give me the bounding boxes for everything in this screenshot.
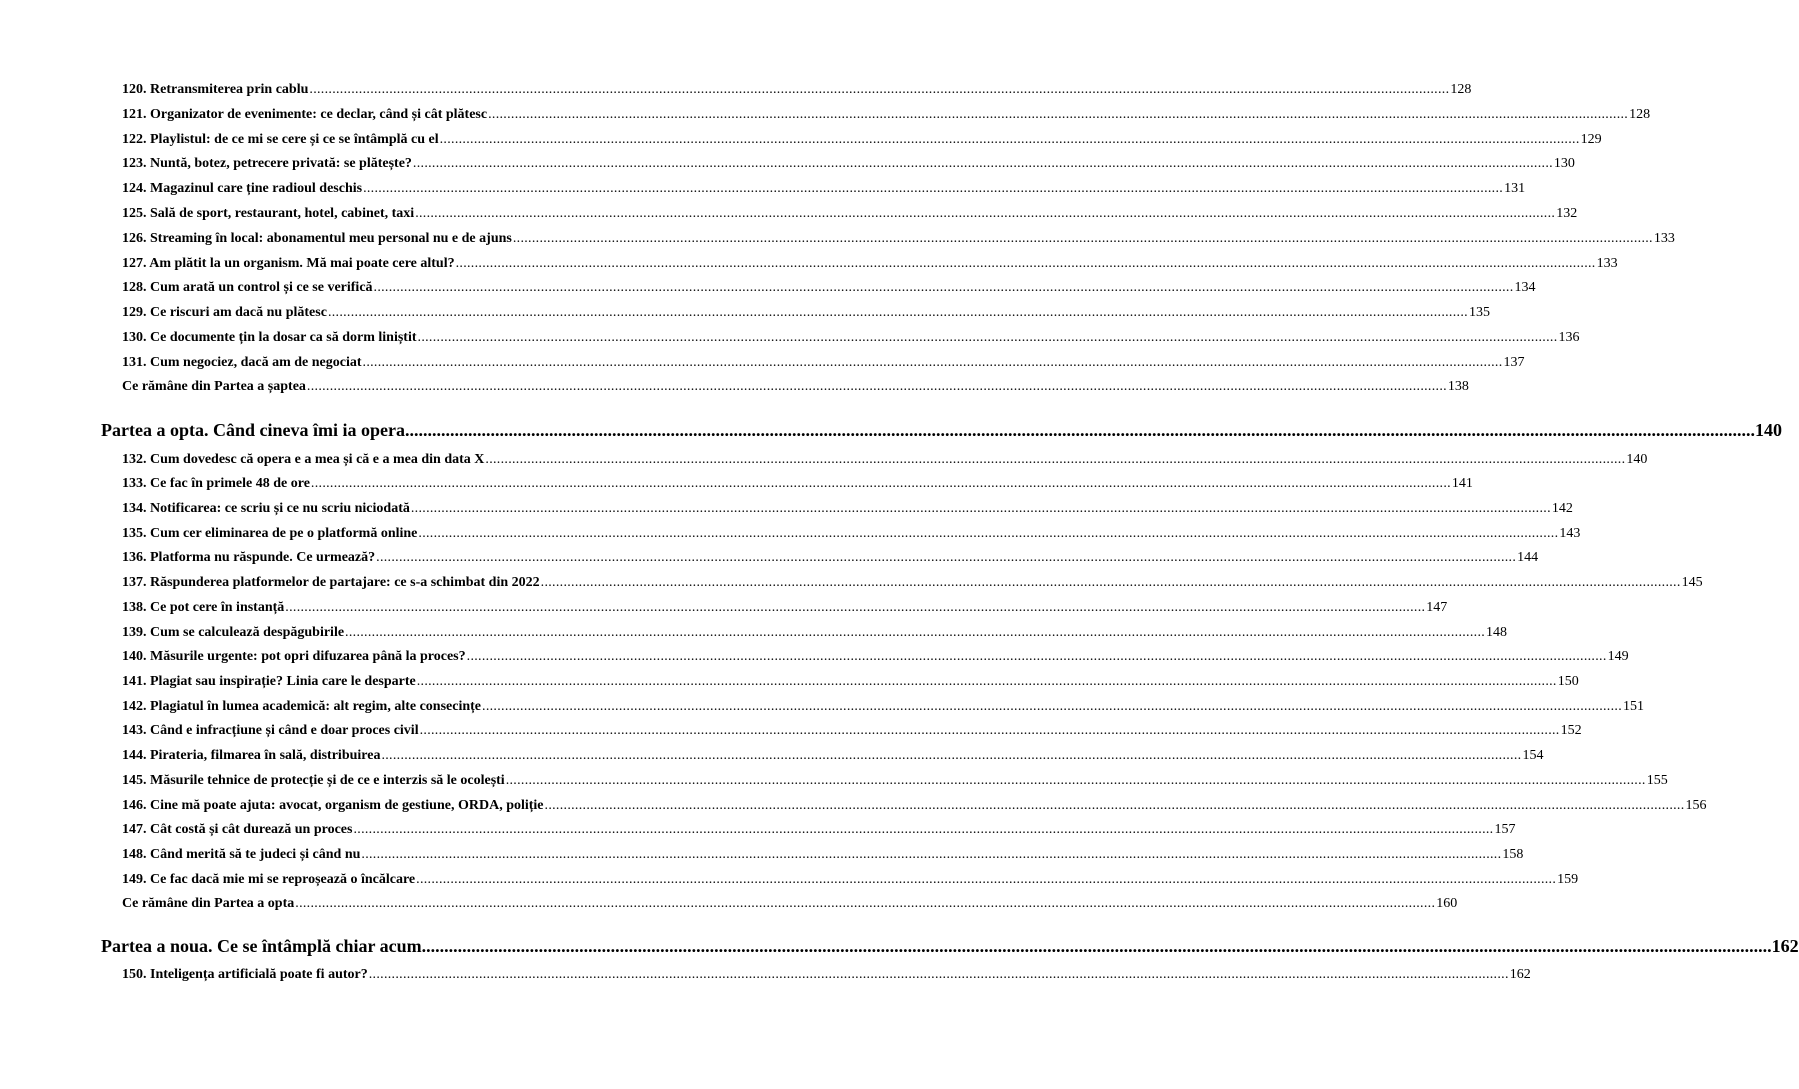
dot-leader: ............................................................................................................................................................................................................................................................................................................: [361, 847, 1502, 862]
toc-entry: [122, 966, 1531, 984]
entry-title: 149. Ce fac dacă mie mi se reproșează o încălcare: [122, 872, 416, 887]
toc-entry: [122, 698, 1645, 716]
dot-leader: ............................................................................................................................................................................................................................................................................................................: [416, 674, 1557, 689]
dot-leader: ............................................................................................................................................................................................................................................................................................................: [416, 872, 1557, 887]
part-page-number: 140: [1754, 420, 1782, 440]
entry-page-number: 148: [1486, 625, 1508, 640]
toc-entry: [122, 378, 1469, 396]
toc-entry: [122, 106, 1651, 124]
entry-page-number: 162: [1509, 967, 1531, 982]
toc-entry: [122, 525, 1581, 543]
entry-title: 150. Inteligența artificială poate fi autor?: [122, 967, 368, 982]
toc-entry: [122, 451, 1648, 469]
entry-page-number: 136: [1558, 330, 1580, 345]
entry-page-number: 130: [1553, 156, 1575, 171]
dot-leader: ............................................................................................................................................................................................................................................................................................................: [505, 773, 1646, 788]
dot-leader: ............................................................................................................................................................................................................................................................................................................: [482, 699, 1623, 714]
toc-entry: [122, 895, 1458, 913]
dot-leader: ............................................................................................................................................................................................................................................................................................................: [415, 206, 1556, 221]
entry-page-number: 155: [1646, 773, 1668, 788]
entry-page-number: 149: [1607, 649, 1629, 664]
entry-title: 127. Am plătit la un organism. Mă mai poate cere altul?: [122, 256, 455, 271]
entry-title: Ce rămâne din Partea a opta: [122, 896, 295, 911]
entry-title: 142. Plagiatul în lumea academică: alt regim, alte consecințe: [122, 699, 482, 714]
entry-title: 122. Playlistul: de ce mi se cere și ce se întâmplă cu el: [122, 132, 439, 147]
dot-leader: ............................................................................................................................................................................................................................................................................................................: [285, 600, 1426, 615]
toc-entry: [122, 821, 1516, 839]
entry-title: 120. Retransmiterea prin cablu: [122, 82, 309, 97]
dot-leader: ............................................................................................................................................................................................................................................................................................................: [421, 936, 1772, 956]
part-title: Partea a opta. Când cineva îmi ia opera: [101, 420, 405, 440]
toc-entry: [122, 180, 1526, 198]
entry-page-number: 150: [1557, 674, 1579, 689]
entry-page-number: 133: [1653, 231, 1675, 246]
entry-page-number: 147: [1426, 600, 1448, 615]
entry-title: 141. Plagiat sau inspirație? Linia care le desparte: [122, 674, 416, 689]
toc-entry: [122, 871, 1579, 889]
toc-part-heading: [101, 935, 1799, 957]
dot-leader: ............................................................................................................................................................................................................................................................................................................: [418, 526, 1559, 541]
entry-page-number: 128: [1629, 107, 1651, 122]
entry-title: 124. Magazinul care ține radioul deschis: [122, 181, 363, 196]
toc-entry: [122, 549, 1539, 567]
dot-leader: ............................................................................................................................................................................................................................................................................................................: [295, 896, 1436, 911]
toc-entry: [122, 279, 1536, 297]
toc-entry: [122, 624, 1508, 642]
entry-title: 125. Sală de sport, restaurant, hotel, cabinet, taxi: [122, 206, 415, 221]
dot-leader: ............................................................................................................................................................................................................................................................................................................: [381, 748, 1522, 763]
dot-leader: ............................................................................................................................................................................................................................................................................................................: [488, 107, 1629, 122]
entry-title: 143. Când e infracțiune și când e doar proces civil: [122, 723, 419, 738]
entry-title: 148. Când merită să te judeci și când nu: [122, 847, 361, 862]
entry-title: 131. Cum negociez, dacă am de negociat: [122, 355, 362, 370]
toc-entry: [122, 304, 1490, 322]
dot-leader: ............................................................................................................................................................................................................................................................................................................: [417, 330, 1558, 345]
dot-leader: ............................................................................................................................................................................................................................................................................................................: [410, 501, 1551, 516]
toc-entry: [122, 205, 1578, 223]
toc-entry: [122, 648, 1629, 666]
entry-page-number: 159: [1557, 872, 1579, 887]
dot-leader: ............................................................................................................................................................................................................................................................................................................: [363, 181, 1504, 196]
entry-page-number: 141: [1451, 476, 1473, 491]
toc-entry: [122, 599, 1448, 617]
entry-page-number: 158: [1502, 847, 1524, 862]
toc-entry: [122, 230, 1675, 248]
toc-entry: [122, 797, 1707, 815]
entry-title: 133. Ce fac în primele 48 de ore: [122, 476, 310, 491]
dot-leader: ............................................................................................................................................................................................................................................................................................................: [353, 822, 1494, 837]
toc-entry: [122, 329, 1580, 347]
dot-leader: ............................................................................................................................................................................................................................................................................................................: [404, 420, 1755, 440]
entry-page-number: 128: [1450, 82, 1472, 97]
entry-title: 128. Cum arată un control și ce se verifică: [122, 280, 373, 295]
entry-page-number: 131: [1504, 181, 1526, 196]
entry-page-number: 145: [1681, 575, 1703, 590]
dot-leader: ............................................................................................................................................................................................................................................................................................................: [306, 379, 1447, 394]
dot-leader: ............................................................................................................................................................................................................................................................................................................: [373, 280, 1514, 295]
entry-page-number: 160: [1436, 896, 1458, 911]
entry-title: 135. Cum cer eliminarea de pe o platformă online: [122, 526, 418, 541]
dot-leader: ............................................................................................................................................................................................................................................................................................................: [327, 305, 1468, 320]
dot-leader: ............................................................................................................................................................................................................................................................................................................: [540, 575, 1681, 590]
entry-page-number: 157: [1494, 822, 1516, 837]
toc-entry: [122, 81, 1472, 99]
entry-title: 137. Răspunderea platformelor de partajare: ce s-a schimbat din 2022: [122, 575, 540, 590]
entry-title: 121. Organizator de evenimente: ce declar, când și cât plătesc: [122, 107, 488, 122]
entry-title: 132. Cum dovedesc că opera e a mea și că e a mea din data X: [122, 452, 485, 467]
entry-page-number: 137: [1503, 355, 1525, 370]
entry-page-number: 140: [1626, 452, 1648, 467]
entry-page-number: 135: [1468, 305, 1490, 320]
entry-title: Ce rămâne din Partea a șaptea: [122, 379, 306, 394]
dot-leader: ............................................................................................................................................................................................................................................................................................................: [309, 82, 1450, 97]
entry-page-number: 134: [1514, 280, 1536, 295]
toc-entry: [122, 772, 1668, 790]
dot-leader: ............................................................................................................................................................................................................................................................................................................: [362, 355, 1503, 370]
dot-leader: ............................................................................................................................................................................................................................................................................................................: [439, 132, 1580, 147]
entry-title: 144. Pirateria, filmarea în sală, distribuirea: [122, 748, 381, 763]
entry-page-number: 143: [1559, 526, 1581, 541]
toc-entry: [122, 846, 1524, 864]
dot-leader: ............................................................................................................................................................................................................................................................................................................: [544, 798, 1685, 813]
toc-entry: [122, 500, 1573, 518]
entry-page-number: 151: [1623, 699, 1645, 714]
dot-leader: ............................................................................................................................................................................................................................................................................................................: [455, 256, 1596, 271]
dot-leader: ............................................................................................................................................................................................................................................................................................................: [466, 649, 1607, 664]
entry-page-number: 156: [1685, 798, 1707, 813]
entry-page-number: 154: [1522, 748, 1544, 763]
entry-title: 126. Streaming în local: abonamentul meu personal nu e de ajuns: [122, 231, 512, 246]
entry-title: 129. Ce riscuri am dacă nu plătesc: [122, 305, 327, 320]
entry-title: 139. Cum se calculează despăgubirile: [122, 625, 345, 640]
entry-page-number: 132: [1556, 206, 1578, 221]
toc-entry: [122, 155, 1575, 173]
entry-title: 145. Măsurile tehnice de protecție și de ce e interzis să le ocolești: [122, 773, 505, 788]
toc-entry: [122, 255, 1618, 273]
entry-title: 136. Platforma nu răspunde. Ce urmează?: [122, 550, 376, 565]
dot-leader: ............................................................................................................................................................................................................................................................................................................: [368, 967, 1509, 982]
entry-page-number: 138: [1447, 379, 1469, 394]
entry-page-number: 133: [1596, 256, 1618, 271]
entry-title: 138. Ce pot cere în instanță: [122, 600, 285, 615]
dot-leader: ............................................................................................................................................................................................................................................................................................................: [419, 723, 1560, 738]
toc-entry: [122, 354, 1525, 372]
dot-leader: ............................................................................................................................................................................................................................................................................................................: [512, 231, 1653, 246]
entry-title: 130. Ce documente țin la dosar ca să dorm liniștit: [122, 330, 417, 345]
entry-page-number: 129: [1580, 132, 1602, 147]
part-page-number: 162: [1771, 936, 1799, 956]
entry-title: 134. Notificarea: ce scriu și ce nu scriu niciodată: [122, 501, 410, 516]
toc-entry: [122, 673, 1579, 691]
dot-leader: ............................................................................................................................................................................................................................................................................................................: [376, 550, 1517, 565]
entry-title: 123. Nuntă, botez, petrecere privată: se plătește?: [122, 156, 412, 171]
toc-entry: [122, 475, 1473, 493]
toc-entry: [122, 722, 1582, 740]
entry-page-number: 142: [1551, 501, 1573, 516]
entry-title: 146. Cine mă poate ajuta: avocat, organism de gestiune, ORDA, poliție: [122, 798, 544, 813]
toc-entry: [122, 131, 1602, 149]
entry-title: 147. Cât costă și cât durează un proces: [122, 822, 353, 837]
dot-leader: ............................................................................................................................................................................................................................................................................................................: [310, 476, 1451, 491]
dot-leader: ............................................................................................................................................................................................................................................................................................................: [412, 156, 1553, 171]
dot-leader: ............................................................................................................................................................................................................................................................................................................: [345, 625, 1486, 640]
entry-page-number: 144: [1517, 550, 1539, 565]
toc-entry: [122, 574, 1703, 592]
entry-title: 140. Măsurile urgente: pot opri difuzarea până la proces?: [122, 649, 466, 664]
toc-part-heading: [101, 419, 1782, 441]
dot-leader: ............................................................................................................................................................................................................................................................................................................: [485, 452, 1626, 467]
entry-page-number: 152: [1560, 723, 1582, 738]
toc-entry: [122, 747, 1544, 765]
part-title: Partea a noua. Ce se întâmplă chiar acum: [101, 936, 422, 956]
